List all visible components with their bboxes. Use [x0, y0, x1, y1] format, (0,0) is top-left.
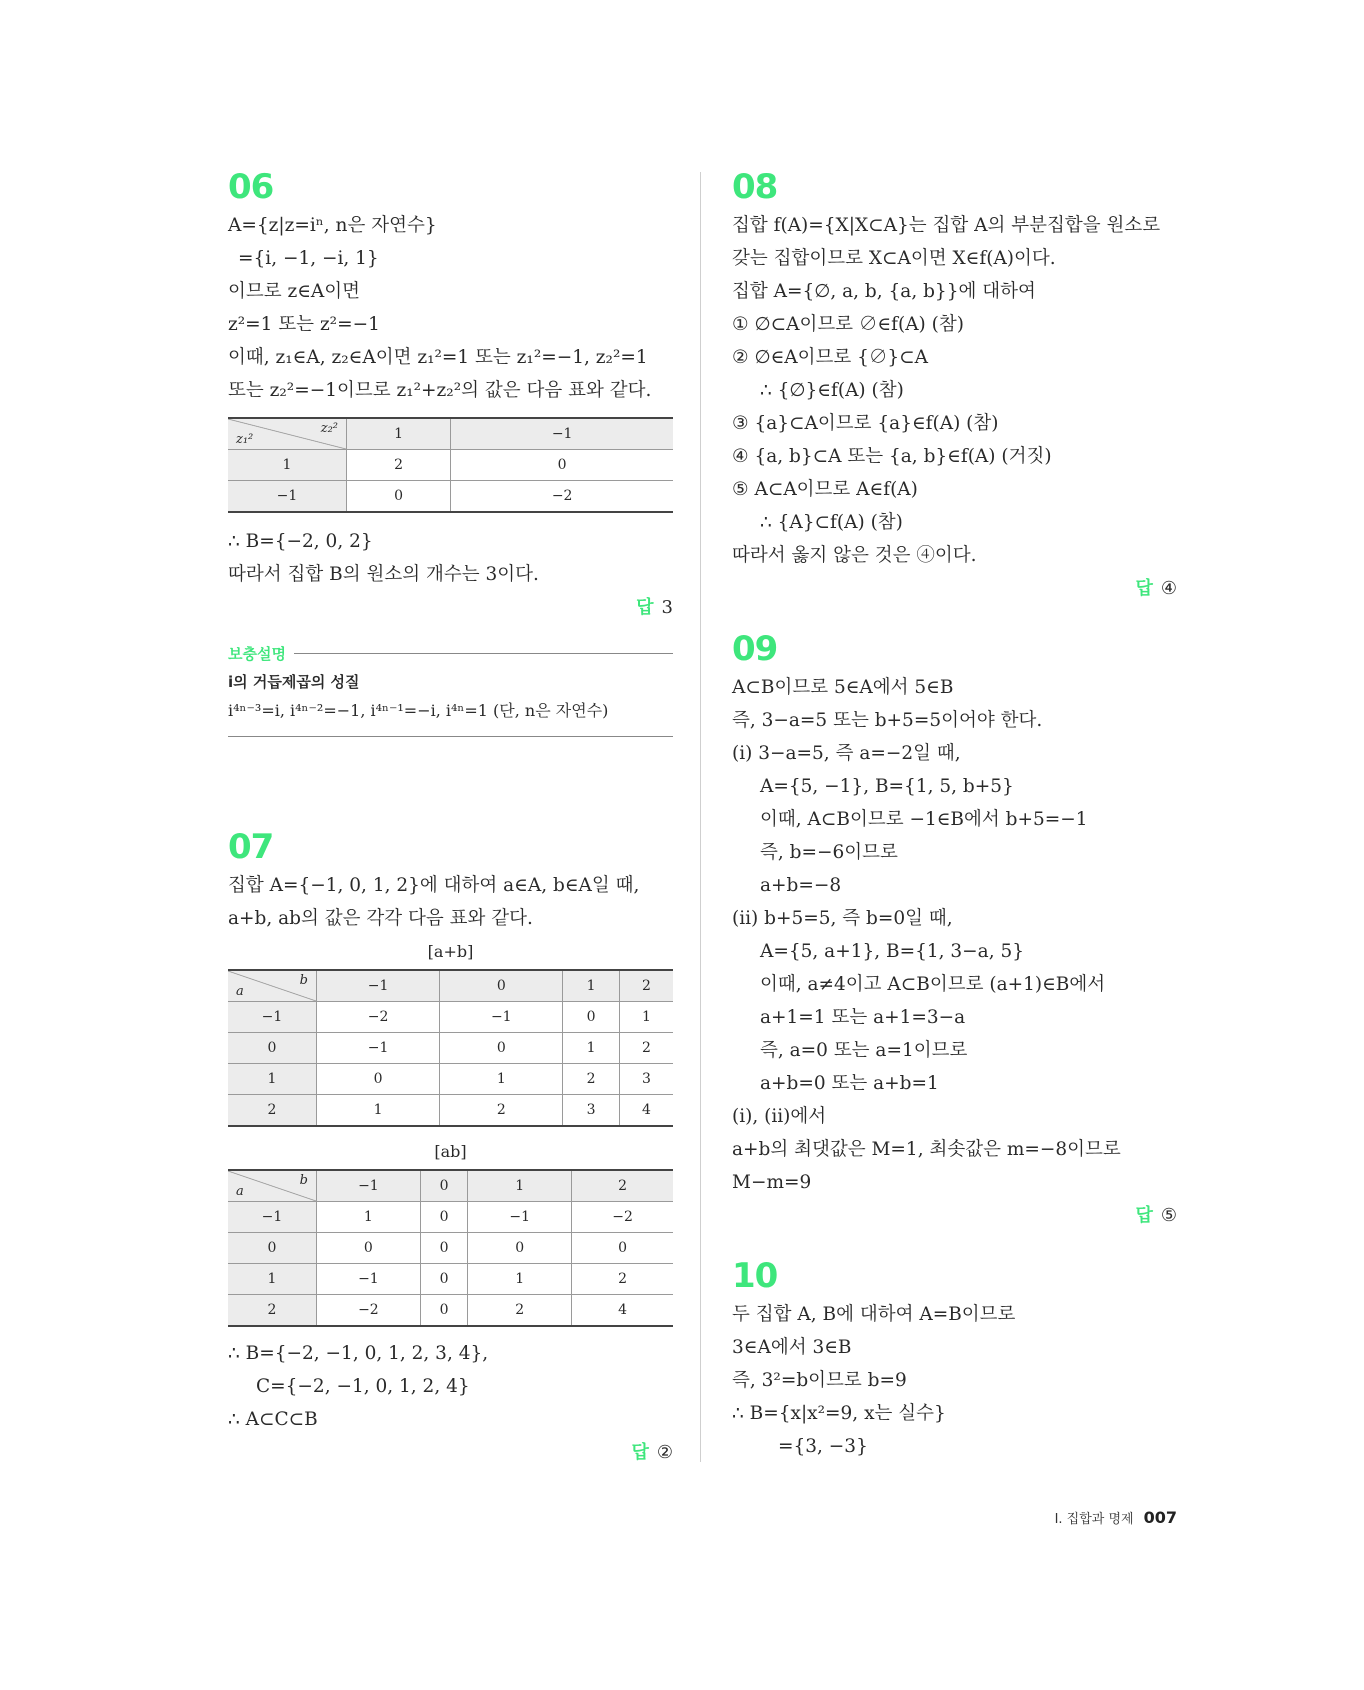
- table-cell: −2: [572, 1202, 673, 1233]
- answer-label: 답: [631, 1442, 649, 1463]
- table-cell: 0: [572, 1233, 673, 1264]
- solution-line: 즉, 3−a=5 또는 b+5=5이어야 한다.: [732, 710, 1043, 731]
- problem-07: [228, 825, 673, 1469]
- table-caption: [ab]: [434, 1142, 467, 1161]
- table-cell: 0: [420, 1202, 468, 1233]
- row-header: 0: [228, 1033, 317, 1064]
- table-cell: 2: [468, 1295, 572, 1327]
- column-header: −1: [317, 1170, 421, 1202]
- column-header: −1: [451, 418, 673, 450]
- left-column: [228, 165, 673, 1469]
- supplement-title: 보충설명: [228, 644, 286, 663]
- solution-line: 즉, a=0 또는 a=1이므로: [760, 1040, 968, 1061]
- solution-line: ={i, −1, −i, 1}: [238, 248, 379, 269]
- solution-line: 따라서 옳지 않은 것은 ④이다.: [732, 545, 977, 566]
- solution-line: ∴ B={−2, −1, 0, 1, 2, 3, 4},: [228, 1343, 489, 1364]
- solution-line: A={z|z=iⁿ, n은 자연수}: [228, 215, 437, 236]
- row-header: 1: [228, 450, 347, 481]
- solution-line: 또는 z₂²=−1이므로 z₁²+z₂²의 값은 다음 표와 같다.: [228, 380, 652, 401]
- column-header: −1: [317, 970, 440, 1002]
- table-cell: 0: [440, 1033, 563, 1064]
- solution-line: (ⅰ) 3−a=5, 즉 a=−2일 때,: [732, 743, 961, 764]
- solution-line: 3∈A에서 3∈B: [732, 1337, 852, 1358]
- solution-line: ① ∅⊂A이므로 ∅∈f(A) (참): [732, 314, 964, 335]
- table-cell: −1: [440, 1002, 563, 1033]
- answer-label: 답: [636, 597, 654, 618]
- answer-value: ②: [656, 1442, 673, 1463]
- solution-line: M−m=9: [732, 1172, 812, 1193]
- table-cell: −2: [317, 1295, 421, 1327]
- solution-line: ④ {a, b}⊂A 또는 {a, b}∈f(A) (거짓): [732, 446, 1052, 467]
- answer: [228, 1436, 673, 1469]
- solution-line: a+b=−8: [760, 875, 842, 896]
- table-cell: 0: [317, 1233, 421, 1264]
- solution-line: (ⅱ) b+5=5, 즉 b=0일 때,: [732, 908, 953, 929]
- row-header: 1: [228, 1264, 317, 1295]
- table-cell: 1: [317, 1095, 440, 1127]
- solution-line: (ⅰ), (ⅱ)에서: [732, 1106, 827, 1127]
- table-cell: 1: [563, 1033, 619, 1064]
- table-cell: 2: [440, 1095, 563, 1127]
- solution-line: A={5, a+1}, B={1, 3−a, 5}: [760, 941, 1024, 962]
- table-cell: 0: [563, 1002, 619, 1033]
- problem-06: [228, 165, 673, 624]
- answer: [732, 572, 1177, 605]
- table-cell: −2: [317, 1002, 440, 1033]
- column-header: 0: [420, 1170, 468, 1202]
- supplement-rule: [294, 653, 673, 654]
- chapter-title: Ⅰ. 집합과 명제: [1054, 1512, 1134, 1527]
- table-corner: b a: [228, 970, 317, 1002]
- column-header: 0: [440, 970, 563, 1002]
- problem-number: 09: [732, 629, 778, 669]
- column-divider: [700, 172, 701, 1462]
- answer-value: ④: [1160, 578, 1177, 599]
- answer: [732, 1199, 1177, 1232]
- solution-line: a+b=0 또는 a+b=1: [760, 1073, 939, 1094]
- table-cell: 2: [563, 1064, 619, 1095]
- product-table: [228, 1169, 673, 1327]
- solution-line: 즉, b=−6이므로: [760, 842, 898, 863]
- problem-09: [732, 627, 1177, 1232]
- solution-line: 이때, z₁∈A, z₂∈A이면 z₁²=1 또는 z₁²=−1, z₂²=1: [228, 347, 648, 368]
- page-number: 007: [1143, 1508, 1177, 1527]
- solution-line: a+b의 최댓값은 M=1, 최솟값은 m=−8이므로: [732, 1139, 1121, 1160]
- row-header: 0: [228, 1233, 317, 1264]
- answer-label: 답: [1135, 578, 1153, 599]
- row-header: 2: [228, 1295, 317, 1327]
- solution-line: ∴ {A}⊂f(A) (참): [760, 512, 903, 533]
- answer-value: ⑤: [1160, 1205, 1177, 1226]
- solution-line: 이때, A⊂B이므로 −1∈B에서 b+5=−1: [760, 809, 1088, 830]
- solution-line: 이므로 z∈A이면: [228, 281, 361, 302]
- solution-line: a+1=1 또는 a+1=3−a: [760, 1007, 966, 1028]
- solution-line: 즉, 3²=b이므로 b=9: [732, 1370, 907, 1391]
- problem-number: 06: [228, 167, 274, 207]
- table-cell: 0: [420, 1264, 468, 1295]
- supplement-box: [228, 638, 673, 737]
- solution-line: 갖는 집합이므로 X⊂A이면 X∈f(A)이다.: [732, 248, 1056, 269]
- table-corner: b a: [228, 1170, 317, 1202]
- table-cell: 1: [440, 1064, 563, 1095]
- solution-line: 집합 A={−1, 0, 1, 2}에 대하여 a∈A, b∈A일 때,: [228, 875, 640, 896]
- row-header: −1: [228, 1202, 317, 1233]
- solution-line: z²=1 또는 z²=−1: [228, 314, 380, 335]
- problem-08: [732, 165, 1177, 605]
- table-cell: 1: [619, 1002, 673, 1033]
- solution-line: ⑤ A⊂A이므로 A∈f(A): [732, 479, 918, 500]
- table-cell: 4: [619, 1095, 673, 1127]
- solution-line: 이때, a≠4이고 A⊂B이므로 (a+1)∈B에서: [760, 974, 1106, 995]
- table-cell: −1: [317, 1264, 421, 1295]
- value-table: [228, 417, 673, 513]
- solution-line: C={−2, −1, 0, 1, 2, 4}: [256, 1376, 470, 1397]
- table-cell: 0: [451, 450, 673, 481]
- solution-line: 집합 f(A)={X|X⊂A}는 집합 A의 부분집합을 원소로: [732, 215, 1161, 236]
- answer-value: 3: [661, 597, 673, 618]
- table-cell: 0: [317, 1064, 440, 1095]
- solution-line: ③ {a}⊂A이므로 {a}∈f(A) (참): [732, 413, 999, 434]
- problem-number: 07: [228, 827, 274, 867]
- answer: [228, 591, 673, 624]
- solution-line: ∴ A⊂C⊂B: [228, 1409, 318, 1430]
- right-column: [732, 165, 1177, 1463]
- column-header: 2: [572, 1170, 673, 1202]
- table-cell: 2: [572, 1264, 673, 1295]
- table-cell: −1: [317, 1033, 440, 1064]
- row-header: −1: [228, 481, 347, 513]
- solution-line: ={3, −3}: [778, 1436, 868, 1457]
- supplement-body: i⁴ⁿ⁻³=i, i⁴ⁿ⁻²=−1, i⁴ⁿ⁻¹=−i, i⁴ⁿ=1 (단, n은 자연수): [228, 701, 609, 720]
- table-cell: 0: [420, 1295, 468, 1327]
- row-header: 2: [228, 1095, 317, 1127]
- solution-line: 두 집합 A, B에 대하여 A=B이므로: [732, 1304, 1016, 1325]
- column-header: 1: [468, 1170, 572, 1202]
- problem-10: [732, 1254, 1177, 1463]
- row-header: −1: [228, 1002, 317, 1033]
- solution-line: ∴ {∅}∈f(A) (참): [760, 380, 904, 401]
- solution-line: 집합 A={∅, a, b, {a, b}}에 대하여: [732, 281, 1036, 302]
- solution-line: A={5, −1}, B={1, 5, b+5}: [760, 776, 1014, 797]
- sum-table: [228, 969, 673, 1127]
- table-cell: −2: [451, 481, 673, 513]
- table-cell: 0: [420, 1233, 468, 1264]
- solution-line: A⊂B이므로 5∈A에서 5∈B: [732, 677, 954, 698]
- solution-line: ∴ B={−2, 0, 2}: [228, 531, 373, 552]
- table-cell: 0: [468, 1233, 572, 1264]
- table-cell: 3: [619, 1064, 673, 1095]
- table-cell: 2: [619, 1033, 673, 1064]
- problem-number: 08: [732, 167, 778, 207]
- table-cell: 2: [347, 450, 451, 481]
- supplement-subtitle: i의 거듭제곱의 성질: [228, 673, 360, 691]
- row-header: 1: [228, 1064, 317, 1095]
- column-header: 1: [347, 418, 451, 450]
- table-cell: 3: [563, 1095, 619, 1127]
- page-footer: [1055, 1508, 1177, 1527]
- column-header: 2: [619, 970, 673, 1002]
- table-caption: [a+b]: [427, 942, 474, 961]
- table-cell: −1: [468, 1202, 572, 1233]
- answer-label: 답: [1135, 1205, 1153, 1226]
- solution-line: 따라서 집합 B의 원소의 개수는 3이다.: [228, 564, 539, 585]
- solution-line: a+b, ab의 값은 각각 다음 표와 같다.: [228, 908, 533, 929]
- column-header: 1: [563, 970, 619, 1002]
- solution-line: ② ∅∈A이므로 {∅}⊂A: [732, 347, 929, 368]
- table-corner: z₂² z₁²: [228, 418, 347, 450]
- problem-number: 10: [732, 1256, 778, 1296]
- table-cell: 0: [347, 481, 451, 513]
- table-cell: 4: [572, 1295, 673, 1327]
- table-cell: 1: [317, 1202, 421, 1233]
- table-cell: 1: [468, 1264, 572, 1295]
- solution-line: ∴ B={x|x²=9, x는 실수}: [732, 1403, 946, 1424]
